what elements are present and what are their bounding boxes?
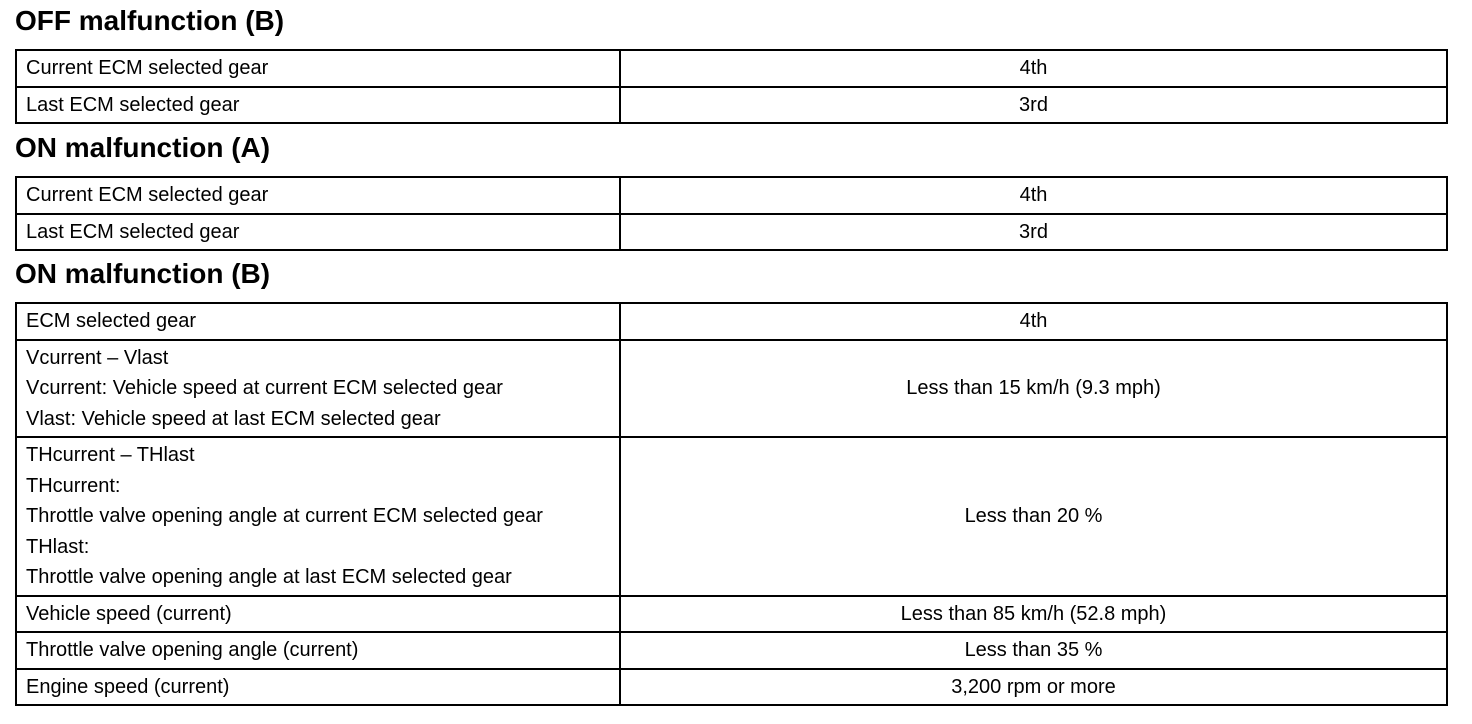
section-title-on-malfunction-a: ON malfunction (A) [15, 132, 271, 163]
condition-value: Less than 85 km/h (52.8 mph) [620, 596, 1447, 633]
condition-label: ECM selected gear [16, 303, 620, 340]
table-row [16, 669, 1447, 706]
section-title-on-malfunction-b: ON malfunction (B) [15, 258, 271, 289]
condition-label: Throttle valve opening angle (current) [16, 632, 620, 669]
condition-label-line: THlast: [26, 535, 90, 558]
condition-value: 4th [620, 177, 1447, 214]
condition-label [16, 437, 620, 596]
condition-value: 3rd [620, 87, 1447, 124]
condition-label: Current ECM selected gear [16, 177, 620, 214]
table-row [16, 303, 1447, 340]
table-row [16, 50, 1447, 87]
condition-value: 3rd [620, 214, 1447, 251]
condition-label-line: Throttle valve opening angle at last ECM selected gear [26, 566, 512, 588]
spec-table-on-malfunction-a [15, 176, 1448, 251]
condition-value: Less than 20 % [620, 437, 1447, 596]
condition-value: 4th [620, 303, 1447, 340]
condition-value: 3,200 rpm or more [620, 669, 1447, 706]
condition-value: 4th [620, 50, 1447, 87]
condition-label: Last ECM selected gear [16, 87, 620, 124]
table-row [16, 214, 1447, 251]
condition-label-line: Vlast: Vehicle speed at last ECM selected gear [26, 407, 441, 430]
condition-label-line: Vcurrent – Vlast [26, 346, 169, 369]
table-row [16, 632, 1447, 669]
section-title-off-malfunction-b: OFF malfunction (B) [15, 5, 285, 36]
condition-label-line: Throttle valve opening angle at current ECM selected gear [26, 505, 543, 527]
condition-value: Less than 35 % [620, 632, 1447, 669]
spec-table-on-malfunction-b [15, 302, 1448, 706]
condition-label: Vehicle speed (current) [16, 596, 620, 633]
table-row [16, 340, 1447, 438]
condition-label-line: THcurrent: [26, 474, 121, 497]
condition-label [16, 340, 620, 438]
table-row [16, 596, 1447, 633]
table-row [16, 177, 1447, 214]
spec-table-off-malfunction-b [15, 49, 1448, 124]
condition-label: Current ECM selected gear [16, 50, 620, 87]
condition-label: Engine speed (current) [16, 669, 620, 706]
table-row [16, 437, 1447, 596]
condition-label-line: THcurrent – THlast [26, 444, 195, 466]
condition-label: Last ECM selected gear [16, 214, 620, 251]
condition-value: Less than 15 km/h (9.3 mph) [620, 340, 1447, 438]
condition-label-line: Vcurrent: Vehicle speed at current ECM selected gear [26, 377, 503, 399]
table-row [16, 87, 1447, 124]
